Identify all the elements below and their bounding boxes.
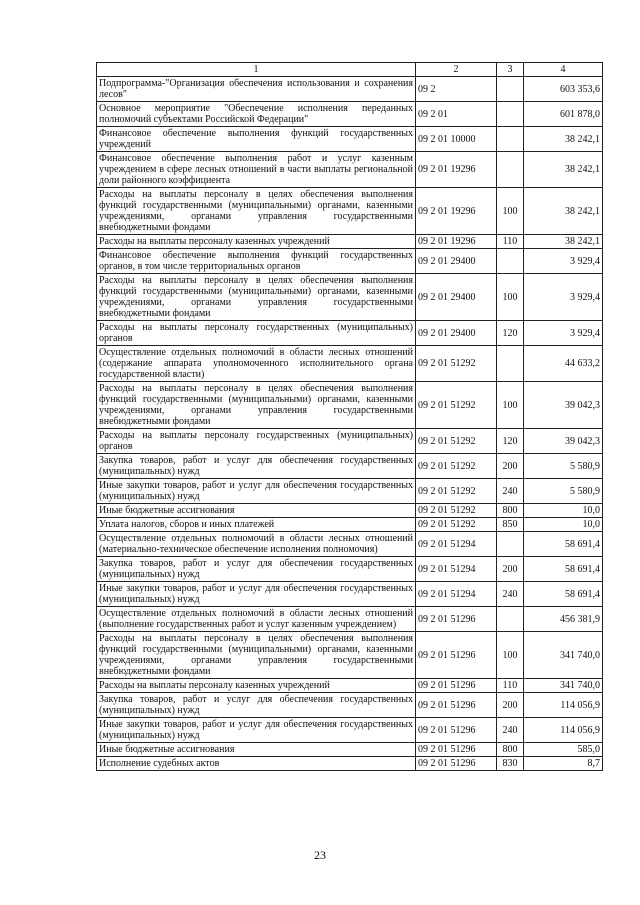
row-name-cell: Расходы на выплаты персоналу в целях обеспечения выполнения функций государственными (муниципальными) органами, казенными учреждениями, органами управления государственными внебюджетными фондами — [97, 188, 416, 235]
row-code-cell: 09 2 01 51294 — [416, 582, 497, 607]
row-name-cell: Уплата налогов, сборов и иных платежей — [97, 518, 416, 532]
row-code-cell: 09 2 01 10000 — [416, 127, 497, 152]
row-expense-type-cell: 100 — [497, 632, 524, 679]
header-col-1: 1 — [97, 63, 416, 77]
row-expense-type-cell: 120 — [497, 429, 524, 454]
table-row — [97, 518, 603, 532]
page-number: 23 — [314, 848, 326, 862]
row-code-cell: 09 2 01 19296 — [416, 235, 497, 249]
row-sum-cell: 5 580,9 — [524, 454, 603, 479]
row-code-cell: 09 2 01 29400 — [416, 249, 497, 274]
row-sum-cell: 3 929,4 — [524, 274, 603, 321]
row-expense-type-cell: 100 — [497, 188, 524, 235]
table-row — [97, 757, 603, 771]
row-expense-type-cell: 100 — [497, 274, 524, 321]
row-name-cell: Основное мероприятие "Обеспечение исполнения переданных полномочий субъектами Российской Федерации" — [97, 102, 416, 127]
table-row — [97, 274, 603, 321]
row-sum-cell: 39 042,3 — [524, 382, 603, 429]
row-expense-type-cell — [497, 249, 524, 274]
row-sum-cell: 58 691,4 — [524, 582, 603, 607]
row-code-cell: 09 2 01 51292 — [416, 504, 497, 518]
table-row — [97, 743, 603, 757]
row-sum-cell: 44 633,2 — [524, 346, 603, 382]
row-name-cell: Расходы на выплаты персоналу в целях обеспечения выполнения функций государственными (муниципальными) органами, казенными учреждениями, органами управления государственными внебюджетными фондами — [97, 632, 416, 679]
row-name-cell: Расходы на выплаты персоналу государственных (муниципальных) органов — [97, 429, 416, 454]
row-code-cell: 09 2 01 51296 — [416, 743, 497, 757]
row-name-cell: Расходы на выплаты персоналу казенных учреждений — [97, 235, 416, 249]
row-expense-type-cell: 240 — [497, 582, 524, 607]
row-name-cell: Осуществление отдельных полномочий в области лесных отношений (выполнение государственных работ и услуг казенным учреждением) — [97, 607, 416, 632]
table-row — [97, 429, 603, 454]
row-name-cell: Закупка товаров, работ и услуг для обеспечения государственных (муниципальных) нужд — [97, 454, 416, 479]
row-expense-type-cell — [497, 102, 524, 127]
row-expense-type-cell — [497, 77, 524, 102]
row-code-cell: 09 2 01 19296 — [416, 188, 497, 235]
row-expense-type-cell: 800 — [497, 504, 524, 518]
row-code-cell: 09 2 01 51296 — [416, 679, 497, 693]
row-expense-type-cell: 200 — [497, 693, 524, 718]
row-name-cell: Исполнение судебных актов — [97, 757, 416, 771]
table-row — [97, 127, 603, 152]
row-sum-cell: 456 381,9 — [524, 607, 603, 632]
table-row — [97, 321, 603, 346]
row-code-cell: 09 2 01 51292 — [416, 479, 497, 504]
row-name-cell: Расходы на выплаты персоналу государственных (муниципальных) органов — [97, 321, 416, 346]
table-row — [97, 632, 603, 679]
row-code-cell: 09 2 01 51296 — [416, 718, 497, 743]
row-code-cell: 09 2 01 51296 — [416, 632, 497, 679]
row-code-cell: 09 2 01 51292 — [416, 382, 497, 429]
table-row — [97, 454, 603, 479]
row-sum-cell: 585,0 — [524, 743, 603, 757]
row-expense-type-cell — [497, 532, 524, 557]
row-name-cell: Закупка товаров, работ и услуг для обеспечения государственных (муниципальных) нужд — [97, 557, 416, 582]
table-row — [97, 382, 603, 429]
row-expense-type-cell — [497, 152, 524, 188]
table-row — [97, 77, 603, 102]
row-expense-type-cell: 120 — [497, 321, 524, 346]
row-code-cell: 09 2 01 51292 — [416, 429, 497, 454]
row-name-cell: Осуществление отдельных полномочий в области лесных отношений (содержание аппарата уполномоченного исполнительного органа государственной власти) — [97, 346, 416, 382]
row-name-cell: Финансовое обеспечение выполнения работ и услуг казенным учреждением в сфере лесных отношений в части выплаты региональной доли районного коэффициента — [97, 152, 416, 188]
row-code-cell: 09 2 01 51296 — [416, 607, 497, 632]
table-row — [97, 235, 603, 249]
table-row — [97, 557, 603, 582]
row-sum-cell: 341 740,0 — [524, 632, 603, 679]
row-name-cell: Расходы на выплаты персоналу в целях обеспечения выполнения функций государственными (муниципальными) органами, казенными учреждениями, органами управления государственными внебюджетными фондами — [97, 382, 416, 429]
row-code-cell: 09 2 01 51294 — [416, 532, 497, 557]
row-name-cell: Расходы на выплаты персоналу казенных учреждений — [97, 679, 416, 693]
table-row — [97, 249, 603, 274]
row-sum-cell: 10,0 — [524, 518, 603, 532]
row-expense-type-cell — [497, 607, 524, 632]
table-header-row — [97, 63, 603, 77]
row-name-cell: Иные закупки товаров, работ и услуг для обеспечения государственных (муниципальных) нужд — [97, 718, 416, 743]
row-sum-cell: 8,7 — [524, 757, 603, 771]
row-expense-type-cell: 110 — [497, 679, 524, 693]
row-name-cell: Иные закупки товаров, работ и услуг для обеспечения государственных (муниципальных) нужд — [97, 479, 416, 504]
row-name-cell: Осуществление отдельных полномочий в области лесных отношений (материально-техническое обеспечение исполнения полномочия) — [97, 532, 416, 557]
row-name-cell: Подпрограмма-"Организация обеспечения использования и сохранения лесов" — [97, 77, 416, 102]
row-expense-type-cell — [497, 346, 524, 382]
row-sum-cell: 38 242,1 — [524, 235, 603, 249]
table-row — [97, 346, 603, 382]
table-row — [97, 188, 603, 235]
row-sum-cell: 39 042,3 — [524, 429, 603, 454]
row-name-cell: Иные бюджетные ассигнования — [97, 743, 416, 757]
row-name-cell: Иные бюджетные ассигнования — [97, 504, 416, 518]
table-row — [97, 532, 603, 557]
row-sum-cell: 58 691,4 — [524, 532, 603, 557]
row-sum-cell: 3 929,4 — [524, 321, 603, 346]
row-sum-cell: 3 929,4 — [524, 249, 603, 274]
row-expense-type-cell — [497, 127, 524, 152]
table-row — [97, 504, 603, 518]
row-sum-cell: 603 353,6 — [524, 77, 603, 102]
row-name-cell: Финансовое обеспечение выполнения функций государственных органов, в том числе территориальных органов — [97, 249, 416, 274]
row-name-cell: Закупка товаров, работ и услуг для обеспечения государственных (муниципальных) нужд — [97, 693, 416, 718]
row-name-cell: Расходы на выплаты персоналу в целях обеспечения выполнения функций государственными (муниципальными) органами, казенными учреждениями, органами управления государственными внебюджетными фондами — [97, 274, 416, 321]
row-expense-type-cell: 800 — [497, 743, 524, 757]
table-row — [97, 152, 603, 188]
row-code-cell: 09 2 — [416, 77, 497, 102]
table-row — [97, 693, 603, 718]
row-code-cell: 09 2 01 51292 — [416, 518, 497, 532]
row-code-cell: 09 2 01 51294 — [416, 557, 497, 582]
row-code-cell: 09 2 01 29400 — [416, 321, 497, 346]
table-row — [97, 718, 603, 743]
row-sum-cell: 58 691,4 — [524, 557, 603, 582]
row-sum-cell: 38 242,1 — [524, 188, 603, 235]
row-sum-cell: 114 056,9 — [524, 693, 603, 718]
row-sum-cell: 5 580,9 — [524, 479, 603, 504]
row-sum-cell: 114 056,9 — [524, 718, 603, 743]
table-body — [97, 77, 603, 771]
row-expense-type-cell: 110 — [497, 235, 524, 249]
table-row — [97, 582, 603, 607]
table-row — [97, 607, 603, 632]
row-name-cell: Финансовое обеспечение выполнения функций государственных учреждений — [97, 127, 416, 152]
header-col-3: 3 — [497, 63, 524, 77]
table-row — [97, 479, 603, 504]
table-row — [97, 102, 603, 127]
row-sum-cell: 10,0 — [524, 504, 603, 518]
row-expense-type-cell: 240 — [497, 718, 524, 743]
row-expense-type-cell: 100 — [497, 382, 524, 429]
row-sum-cell: 38 242,1 — [524, 152, 603, 188]
table-row — [97, 679, 603, 693]
row-sum-cell: 341 740,0 — [524, 679, 603, 693]
row-code-cell: 09 2 01 19296 — [416, 152, 497, 188]
row-code-cell: 09 2 01 51296 — [416, 693, 497, 718]
row-code-cell: 09 2 01 51292 — [416, 454, 497, 479]
row-expense-type-cell: 240 — [497, 479, 524, 504]
row-expense-type-cell: 830 — [497, 757, 524, 771]
row-expense-type-cell: 850 — [497, 518, 524, 532]
row-sum-cell: 601 878,0 — [524, 102, 603, 127]
header-col-2: 2 — [416, 63, 497, 77]
header-col-4: 4 — [524, 63, 603, 77]
budget-table — [96, 62, 603, 771]
row-code-cell: 09 2 01 51292 — [416, 346, 497, 382]
row-expense-type-cell: 200 — [497, 557, 524, 582]
row-code-cell: 09 2 01 51296 — [416, 757, 497, 771]
row-expense-type-cell: 200 — [497, 454, 524, 479]
row-code-cell: 09 2 01 29400 — [416, 274, 497, 321]
row-sum-cell: 38 242,1 — [524, 127, 603, 152]
row-name-cell: Иные закупки товаров, работ и услуг для обеспечения государственных (муниципальных) нужд — [97, 582, 416, 607]
row-code-cell: 09 2 01 — [416, 102, 497, 127]
